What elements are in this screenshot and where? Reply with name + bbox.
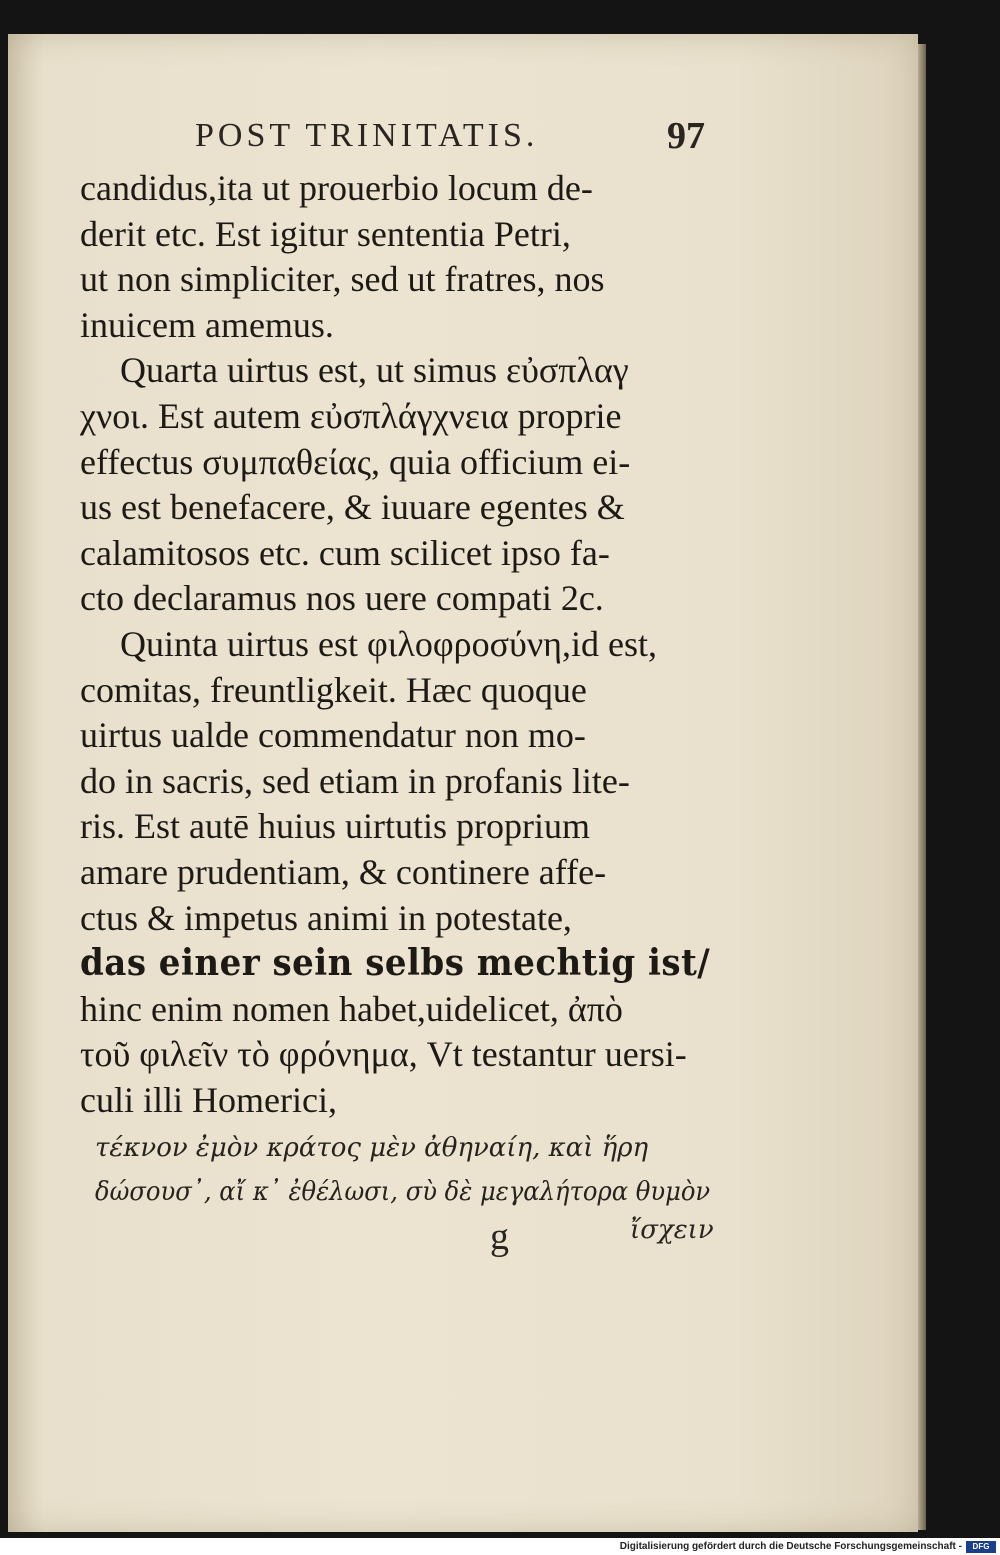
- text-line: inuicem amemus.: [80, 304, 334, 345]
- running-head: [195, 112, 705, 160]
- text-line: comitas, freuntligkeit. Hæc quoque: [80, 669, 587, 710]
- text-line: ctus & impetus animi in potestate,: [80, 897, 572, 938]
- page-edge: [918, 44, 926, 1530]
- text-line: cto declaramus nos uere compati 2c.: [80, 578, 604, 619]
- text-line: us est benefacere, & iuuare egentes &: [80, 487, 625, 528]
- text-line: uirtus ualde commendatur non mo-: [80, 715, 586, 756]
- text-line: derit etc. Est igitur sententia Petri,: [80, 213, 571, 254]
- greek-quotation: [95, 1126, 715, 1214]
- text-line: ut non simpliciter, sed ut fratres, nos: [80, 259, 605, 300]
- text-line: culi illi Homerici,: [80, 1079, 337, 1120]
- text-line: calamitosos etc. cum scilicet ipso fa-: [80, 532, 610, 573]
- running-head-title: POST TRINITATIS.: [195, 117, 539, 154]
- digitization-footer: [0, 1538, 1000, 1555]
- main-text: [80, 166, 710, 1123]
- text-line: das einer sein selbs mechtig ist/: [80, 942, 711, 985]
- dfg-logo: DFG: [966, 1541, 996, 1553]
- text-line: Quinta uirtus est φιλοφροσύνη,id est,: [120, 623, 657, 664]
- text-line: effectus συμπαθείας, quia officium ei-: [80, 441, 631, 482]
- catchword: ἴσχειν: [630, 1215, 714, 1245]
- folio-number: 97: [667, 115, 705, 157]
- text-line: do in sacris, sed etiam in profanis lite-: [80, 760, 630, 801]
- text-line: τοῦ φιλεῖν τὸ φρόνημα, Vt testantur uersi-: [80, 1034, 687, 1075]
- text-line: hinc enim nomen habet,uidelicet, ἀπὸ: [80, 988, 623, 1029]
- text-line: χνοι. Est autem εὐσπλάγχνεια proprie: [80, 395, 622, 436]
- text-line: amare prudentiam, & continere affe-: [80, 851, 607, 892]
- greek-verse-line: τέκνον ἐμὸν κράτος μὲν ἀθηναίη, καὶ ἥρη: [95, 1133, 649, 1163]
- text-line: Quarta uirtus est, ut simus εὐσπλαγ: [120, 350, 629, 391]
- text-line: ris. Est autē huius uirtutis proprium: [80, 806, 590, 847]
- greek-verse-line: δώσουσ᾽, αἴ κ᾽ ἐθέλωσι, σὺ δὲ μεγαλήτορα θυμὸν: [95, 1177, 711, 1207]
- footer-credit: Digitalisierung gefördert durch die Deutsche Forschungsgemeinschaft -: [619, 1541, 962, 1552]
- text-line: candidus,ita ut prouerbio locum de-: [80, 168, 593, 208]
- signature-mark: g: [490, 1216, 509, 1258]
